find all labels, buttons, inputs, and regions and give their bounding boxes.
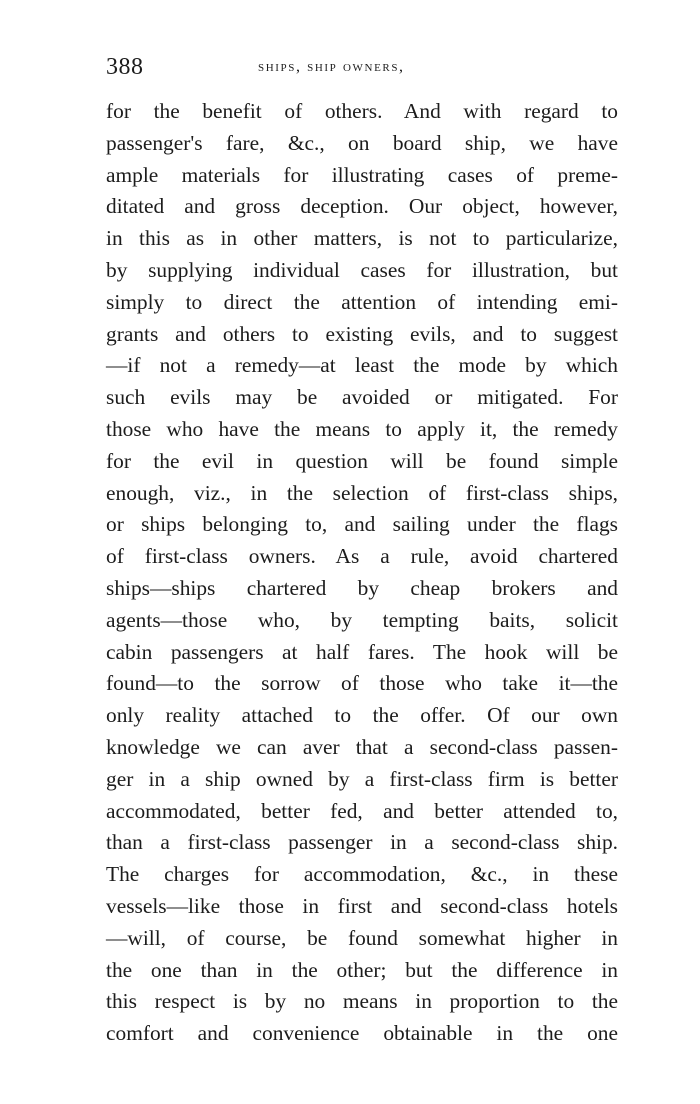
page-number: 388: [106, 54, 144, 80]
text-line: accommodated, better fed, and better attended to,: [106, 798, 618, 823]
running-head: [106, 52, 618, 82]
text-line: ships—ships chartered by cheap brokers and: [106, 575, 618, 600]
text-line: only reality attached to the offer. Of our own: [106, 703, 618, 728]
text-line: —if not a remedy—at least the mode by which: [106, 353, 618, 378]
body-text: [106, 96, 618, 1050]
text-line: ample materials for illustrating cases of preme-: [106, 162, 618, 187]
text-line: comfort and convenience obtainable in the one: [106, 1021, 618, 1046]
text-line: this respect is by no means in proportion to the: [106, 989, 618, 1014]
text-line: The charges for accommodation, &c., in these: [106, 862, 618, 887]
text-line: vessels—like those in first and second-class hotels: [106, 893, 618, 918]
text-line: of first-class owners. As a rule, avoid chartered: [106, 544, 618, 569]
text-line: such evils may be avoided or mitigated. For: [106, 385, 618, 410]
text-line: the one than in the other; but the difference in: [106, 957, 618, 982]
text-line: simply to direct the attention of intending emi-: [106, 289, 618, 314]
running-title: ships, ship owners,: [258, 58, 405, 75]
text-line: ger in a ship owned by a first-class firm is better: [106, 766, 618, 791]
text-line: those who have the means to apply it, the remedy: [106, 416, 618, 441]
text-line: than a first-class passenger in a second-class ship.: [106, 830, 618, 855]
text-line: for the benefit of others. And with regard to: [106, 99, 618, 123]
text-line: knowledge we can aver that a second-class passen-: [106, 734, 618, 759]
text-line: for the evil in question will be found simple: [106, 448, 618, 473]
text-line: cabin passengers at half fares. The hook will be: [106, 639, 618, 664]
text-line: —will, of course, be found somewhat higher in: [106, 925, 618, 950]
text-line: or ships belonging to, and sailing under the flags: [106, 512, 618, 537]
text-line: agents—those who, by tempting baits, solicit: [106, 607, 618, 632]
text-line: ditated and gross deception. Our object, however,: [106, 194, 618, 219]
text-line: found—to the sorrow of those who take it—the: [106, 671, 618, 696]
text-line: grants and others to existing evils, and to suggest: [106, 321, 618, 346]
text-line: in this as in other matters, is not to particularize,: [106, 226, 618, 251]
text-line: enough, viz., in the selection of first-class ships,: [106, 480, 618, 505]
text-line: passenger's fare, &c., on board ship, we have: [106, 130, 618, 155]
text-line: by supplying individual cases for illustration, but: [106, 257, 618, 282]
